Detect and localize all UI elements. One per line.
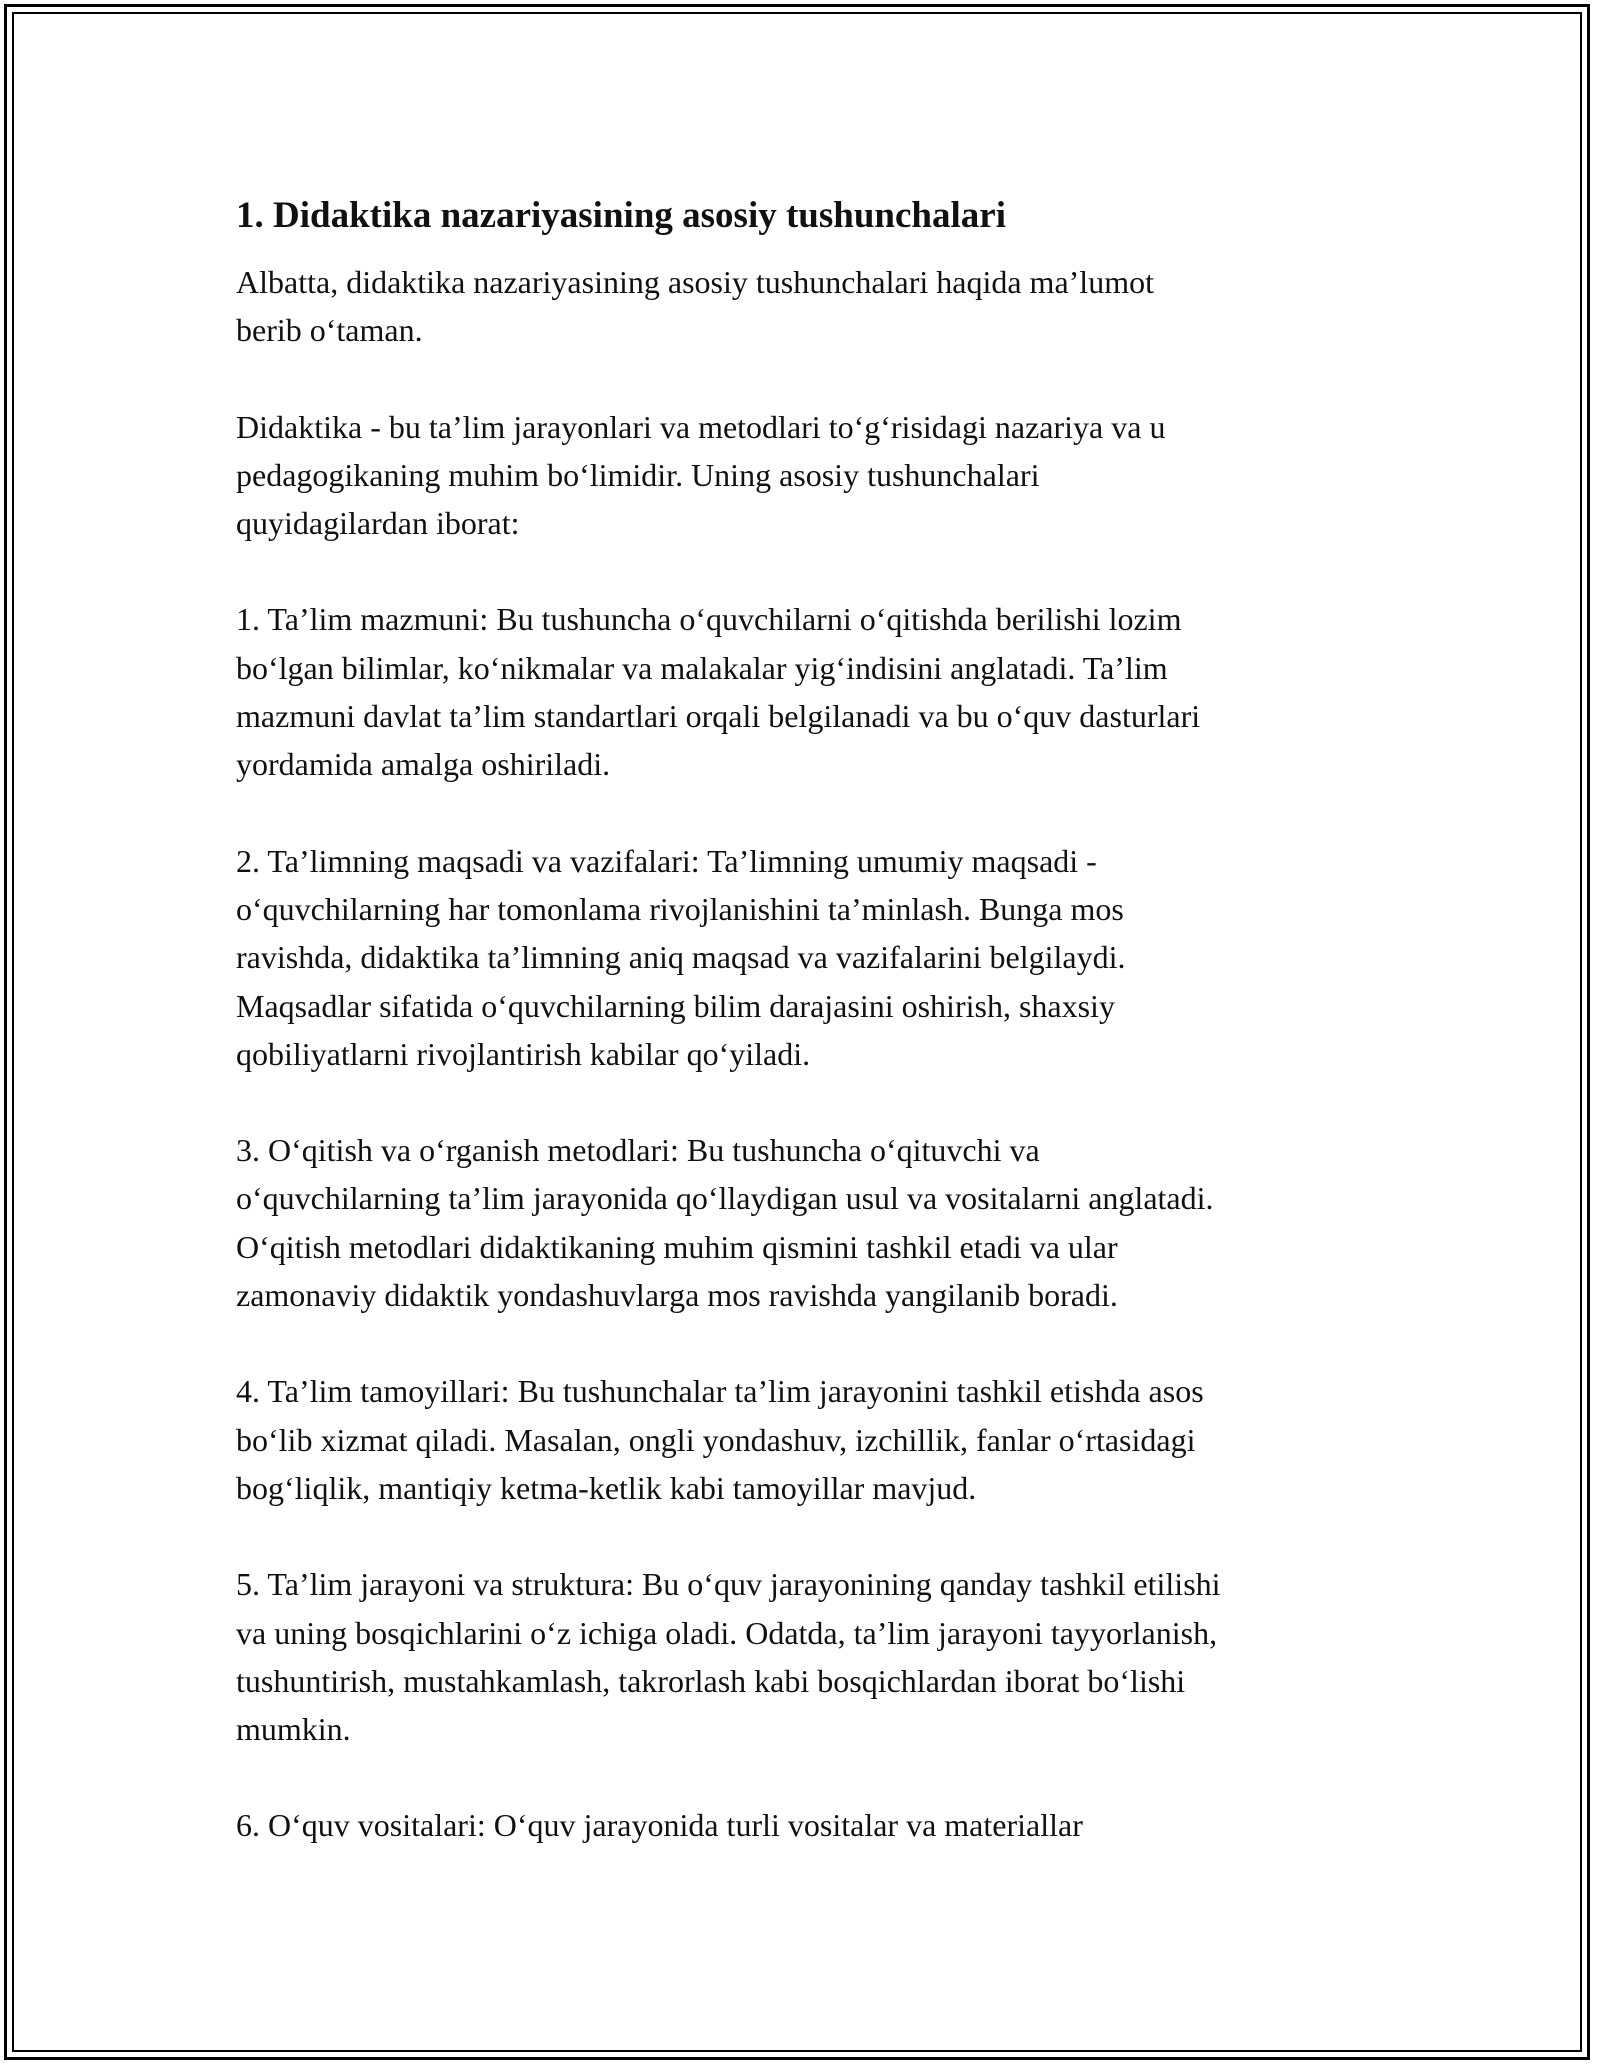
paragraph-definition: Didaktika - bu ta’lim jarayonlari va metodlari to‘g‘risidagi nazariya va u pedagogikaning muhim bo‘limidir. Uning asosiy tushunchalari quyidagilardan iborat: xyxy=(236,408,1166,542)
paragraph-item-1: 1. Ta’lim mazmuni: Bu tushuncha o‘quvchilarni o‘qitishda berilishi lozim bo‘lgan bilimlar, ko‘nikmalar va malakalar yig‘indisini anglatadi. Ta’lim mazmuni davlat ta’lim standartlari orqali belgilanadi va bu o‘quv dasturlari yordamida amalga oshiriladi. xyxy=(236,601,1201,783)
paragraph-item-6: 6. O‘quv vositalari: O‘quv jarayonida turli vositalar va materiallar xyxy=(236,1807,1083,1844)
paragraph-item-3: 3. O‘qitish va o‘rganish metodlari: Bu tushuncha o‘qituvchi va o‘quvchilarning ta’lim jarayonida qo‘llaydigan usul va vositalarni anglatadi. O‘qitish metodlari didaktikaning muhim qismini tashkil etadi va ular zamonaviy didaktik yondashuvlarga mos ravishda yangilanib boradi. xyxy=(236,1132,1214,1314)
paragraph-item-4: 4. Ta’lim tamoyillari: Bu tushunchalar ta’lim jarayonini tashkil etishda asos bo‘lib xizmat qiladi. Masalan, ongli yondashuv, izchillik, fanlar o‘rtasidagi bog‘liqlik, mantiqiy ketma-ketlik kabi tamoyillar mavjud. xyxy=(236,1373,1204,1506)
document-title: 1. Didaktika nazariyasining asosiy tushunchalari xyxy=(236,195,1006,236)
document-body xyxy=(236,188,1386,1850)
paragraph-item-5: 5. Ta’lim jarayoni va struktura: Bu o‘quv jarayonining qanday tashkil etilishi va uning bosqichlarini o‘z ichiga oladi. Odatda, ta’lim jarayoni tayyorlanish, tushuntirish, mustahkamlash, takrorlash kabi bosqichlardan iborat bo‘lishi mumkin. xyxy=(236,1566,1221,1748)
paragraph-item-2: 2. Ta’limning maqsadi va vazifalari: Ta’limning umumiy maqsadi - o‘quvchilarning har tomonlama rivojlanishini ta’minlash. Bunga mos ravishda, didaktika ta’limning aniq maqsad va vazifalarini belgilaydi. Maqsadlar sifatida o‘quvchilarning bilim darajasini oshirish, shaxsiy qobiliyatlarni rivojlantirish kabilar qo‘yiladi. xyxy=(236,842,1126,1072)
paragraph-intro: Albatta, didaktika nazariyasining asosiy tushunchalari haqida ma’lumot berib o‘taman. xyxy=(236,264,1154,349)
